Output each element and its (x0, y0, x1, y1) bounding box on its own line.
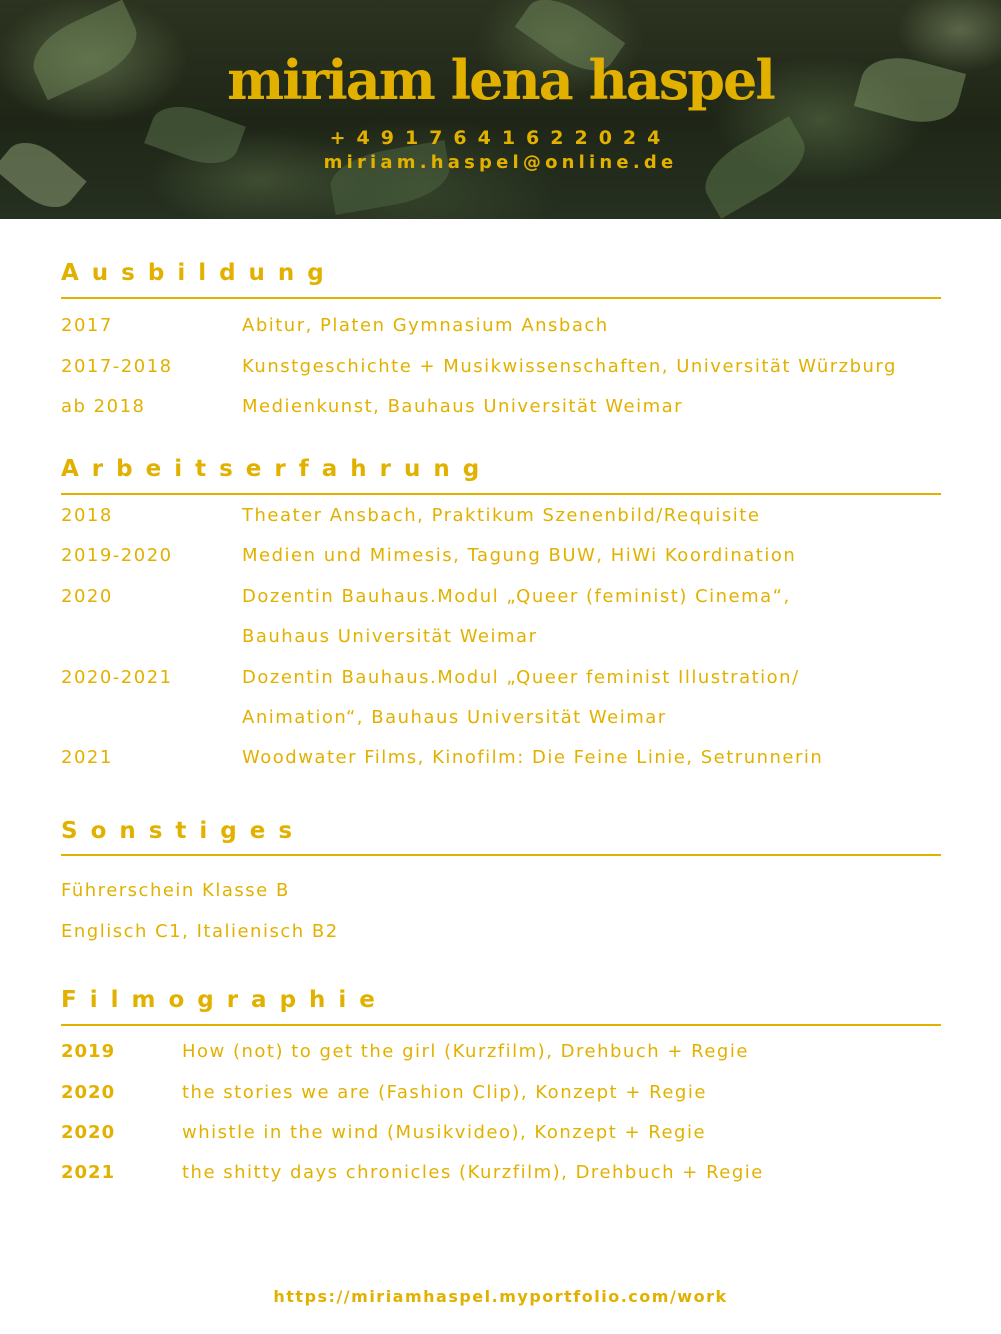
row-year: 2018 (61, 505, 113, 526)
portfolio-link[interactable]: https://miriamhaspel.myportfolio.com/work (273, 1287, 728, 1306)
section-divider (61, 854, 941, 856)
section-title-sonstiges: Sonstiges (61, 818, 306, 844)
sonstiges-item: Führerschein Klasse B (61, 880, 290, 901)
row-description: Theater Ansbach, Praktikum Szenenbild/Requisite (242, 505, 761, 526)
row-year: 2017 (61, 315, 113, 336)
section-title-filmographie: Filmographie (61, 987, 388, 1013)
row-description: Dozentin Bauhaus.Modul „Queer feminist Illustration/ (242, 667, 800, 688)
row-description: the shitty days chronicles (Kurzfilm), Drehbuch + Regie (182, 1162, 764, 1183)
row-description: Woodwater Films, Kinofilm: Die Feine Linie, Setrunnerin (242, 747, 824, 768)
row-year: ab 2018 (61, 396, 146, 417)
row-description: the stories we are (Fashion Clip), Konzept + Regie (182, 1082, 707, 1103)
row-description: Dozentin Bauhaus.Modul „Queer (feminist) Cinema“, (242, 586, 791, 607)
section-title-arbeitserfahrung: Arbeitserfahrung (61, 456, 493, 482)
row-description-continued: Animation“, Bauhaus Universität Weimar (242, 707, 667, 728)
section-divider (61, 297, 941, 299)
person-name: miriam lena haspel (227, 48, 774, 112)
row-year: 2019 (61, 1041, 116, 1062)
header-photo-banner (0, 0, 1001, 219)
email-address[interactable]: miriam.haspel@online.de (323, 152, 678, 173)
row-description: Medienkunst, Bauhaus Universität Weimar (242, 396, 684, 417)
row-description-continued: Bauhaus Universität Weimar (242, 626, 538, 647)
row-year: 2020 (61, 586, 113, 607)
row-description: whistle in the wind (Musikvideo), Konzept + Regie (182, 1122, 707, 1143)
row-description: Medien und Mimesis, Tagung BUW, HiWi Koordination (242, 545, 797, 566)
row-year: 2020-2021 (61, 667, 173, 688)
row-description: How (not) to get the girl (Kurzfilm), Drehbuch + Regie (182, 1041, 749, 1062)
row-year: 2020 (61, 1082, 116, 1103)
section-divider (61, 1024, 941, 1026)
sonstiges-item: Englisch C1, Italienisch B2 (61, 921, 339, 942)
row-year: 2020 (61, 1122, 116, 1143)
row-year: 2019-2020 (61, 545, 173, 566)
row-year: 2021 (61, 747, 113, 768)
row-description: Abitur, Platen Gymnasium Ansbach (242, 315, 609, 336)
row-year: 2017-2018 (61, 356, 173, 377)
section-title-ausbildung: Ausbildung (61, 260, 337, 286)
row-description: Kunstgeschichte + Musikwissenschaften, Universität Würzburg (242, 356, 897, 377)
phone-number[interactable]: +4917641622024 (329, 127, 672, 149)
row-year: 2021 (61, 1162, 116, 1183)
section-divider (61, 493, 941, 495)
